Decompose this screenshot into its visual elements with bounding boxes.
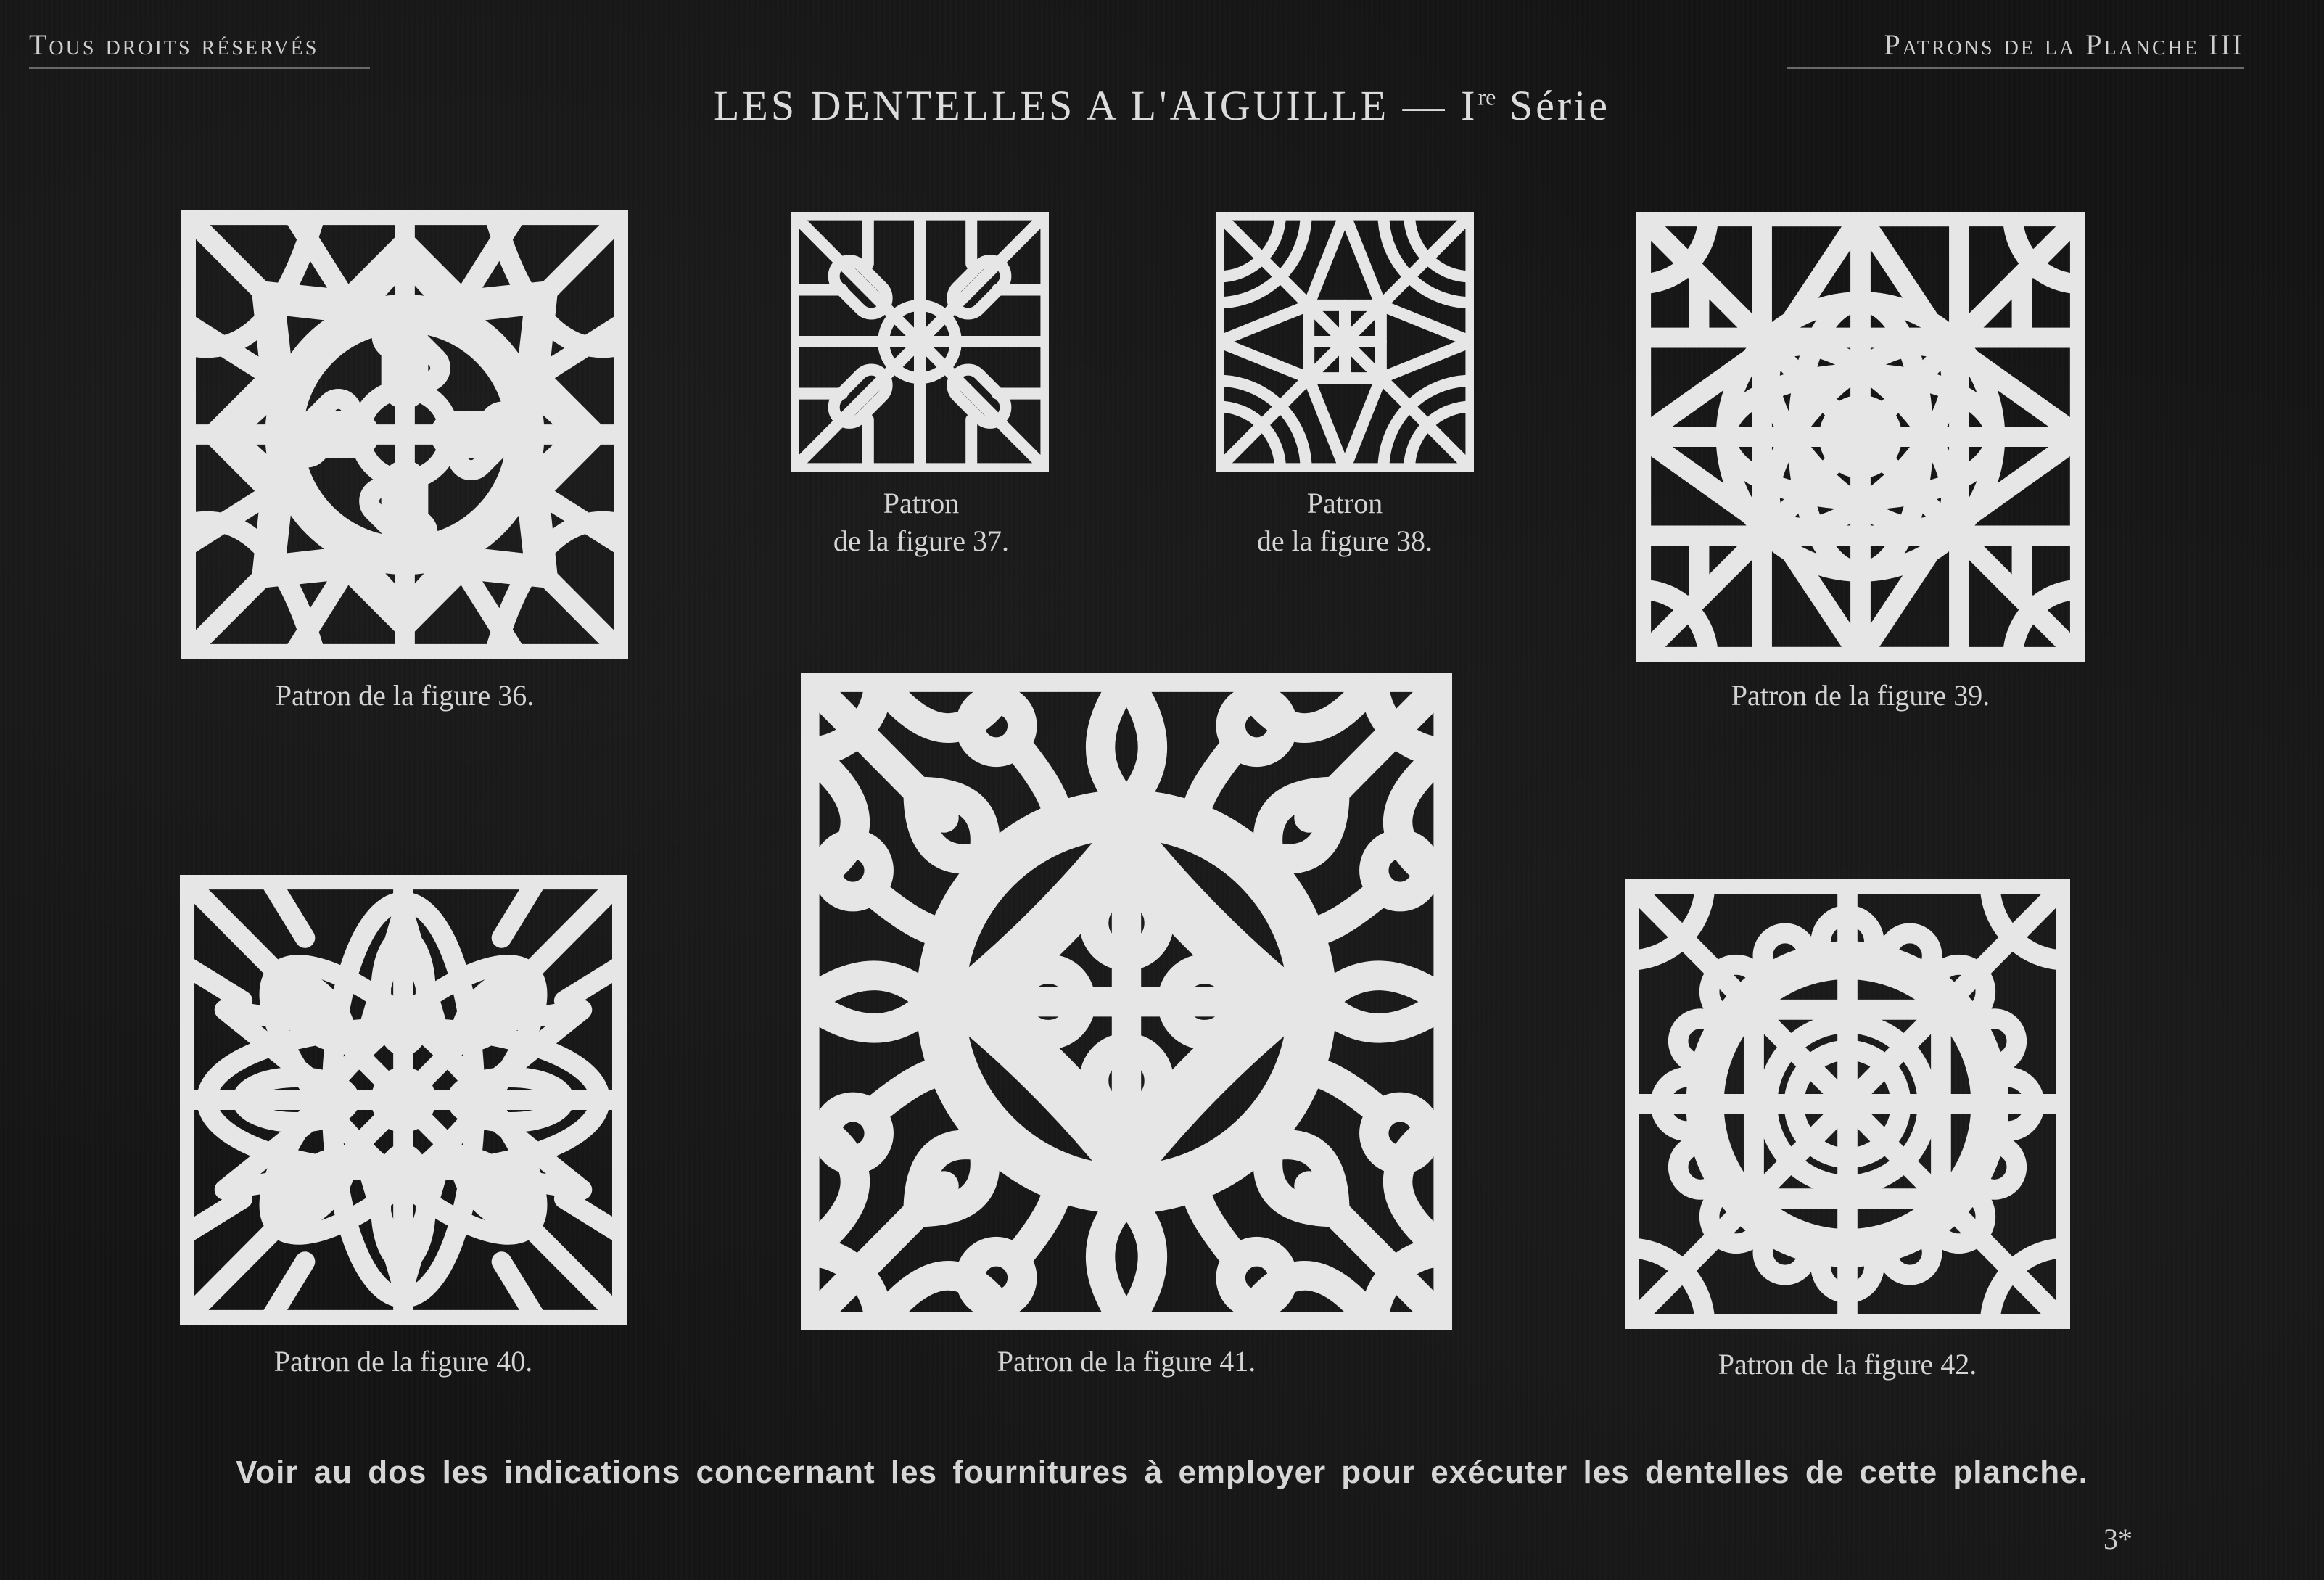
pattern-figure-40 xyxy=(180,875,627,1325)
pattern-36-drawing xyxy=(181,210,628,659)
pattern-figure-36 xyxy=(181,210,628,659)
caption-37-line2: de la figure 37. xyxy=(833,524,1010,557)
page-title xyxy=(0,81,2324,130)
pattern-39-drawing xyxy=(1636,212,2085,662)
caption-figure-36: Patron de la figure 36. xyxy=(275,679,535,712)
pattern-figure-37 xyxy=(791,212,1049,472)
caption-figure-42: Patron de la figure 42. xyxy=(1718,1348,1977,1381)
pattern-figure-42 xyxy=(1625,879,2070,1329)
pattern-figure-41 xyxy=(801,673,1452,1330)
pattern-42-drawing xyxy=(1625,879,2070,1329)
caption-figure-39: Patron de la figure 39. xyxy=(1731,679,1990,712)
pattern-38-drawing xyxy=(1216,212,1474,472)
pattern-figure-38 xyxy=(1216,212,1474,472)
header-right: Patrons de la Planche III xyxy=(1787,28,2244,69)
caption-37-line1: Patron xyxy=(883,487,960,519)
caption-figure-41: Patron de la figure 41. xyxy=(997,1345,1256,1378)
title-series-sup: re xyxy=(1478,83,1496,110)
caption-38-line2: de la figure 38. xyxy=(1256,524,1433,557)
caption-figure-40: Patron de la figure 40. xyxy=(273,1345,533,1378)
header-left: Tous droits réservés xyxy=(29,28,370,69)
pattern-37-drawing xyxy=(791,212,1049,472)
instruction-note: Voir au dos les indications concernant les fournitures à employer pour exécuter les dentelles de cette planche. xyxy=(236,1454,2088,1490)
caption-38-line1: Patron xyxy=(1306,487,1383,519)
pattern-figure-39 xyxy=(1636,212,2085,662)
caption-figure-38 xyxy=(1185,485,1504,560)
pattern-41-drawing xyxy=(801,673,1452,1330)
caption-figure-37 xyxy=(762,485,1081,560)
pattern-40-drawing xyxy=(180,875,627,1325)
title-series-word: Série xyxy=(1509,82,1610,129)
title-series-roman: I xyxy=(1461,82,1478,129)
title-main: LES DENTELLES A L'AIGUILLE — xyxy=(713,82,1448,129)
page-number: 3* xyxy=(2103,1523,2133,1555)
